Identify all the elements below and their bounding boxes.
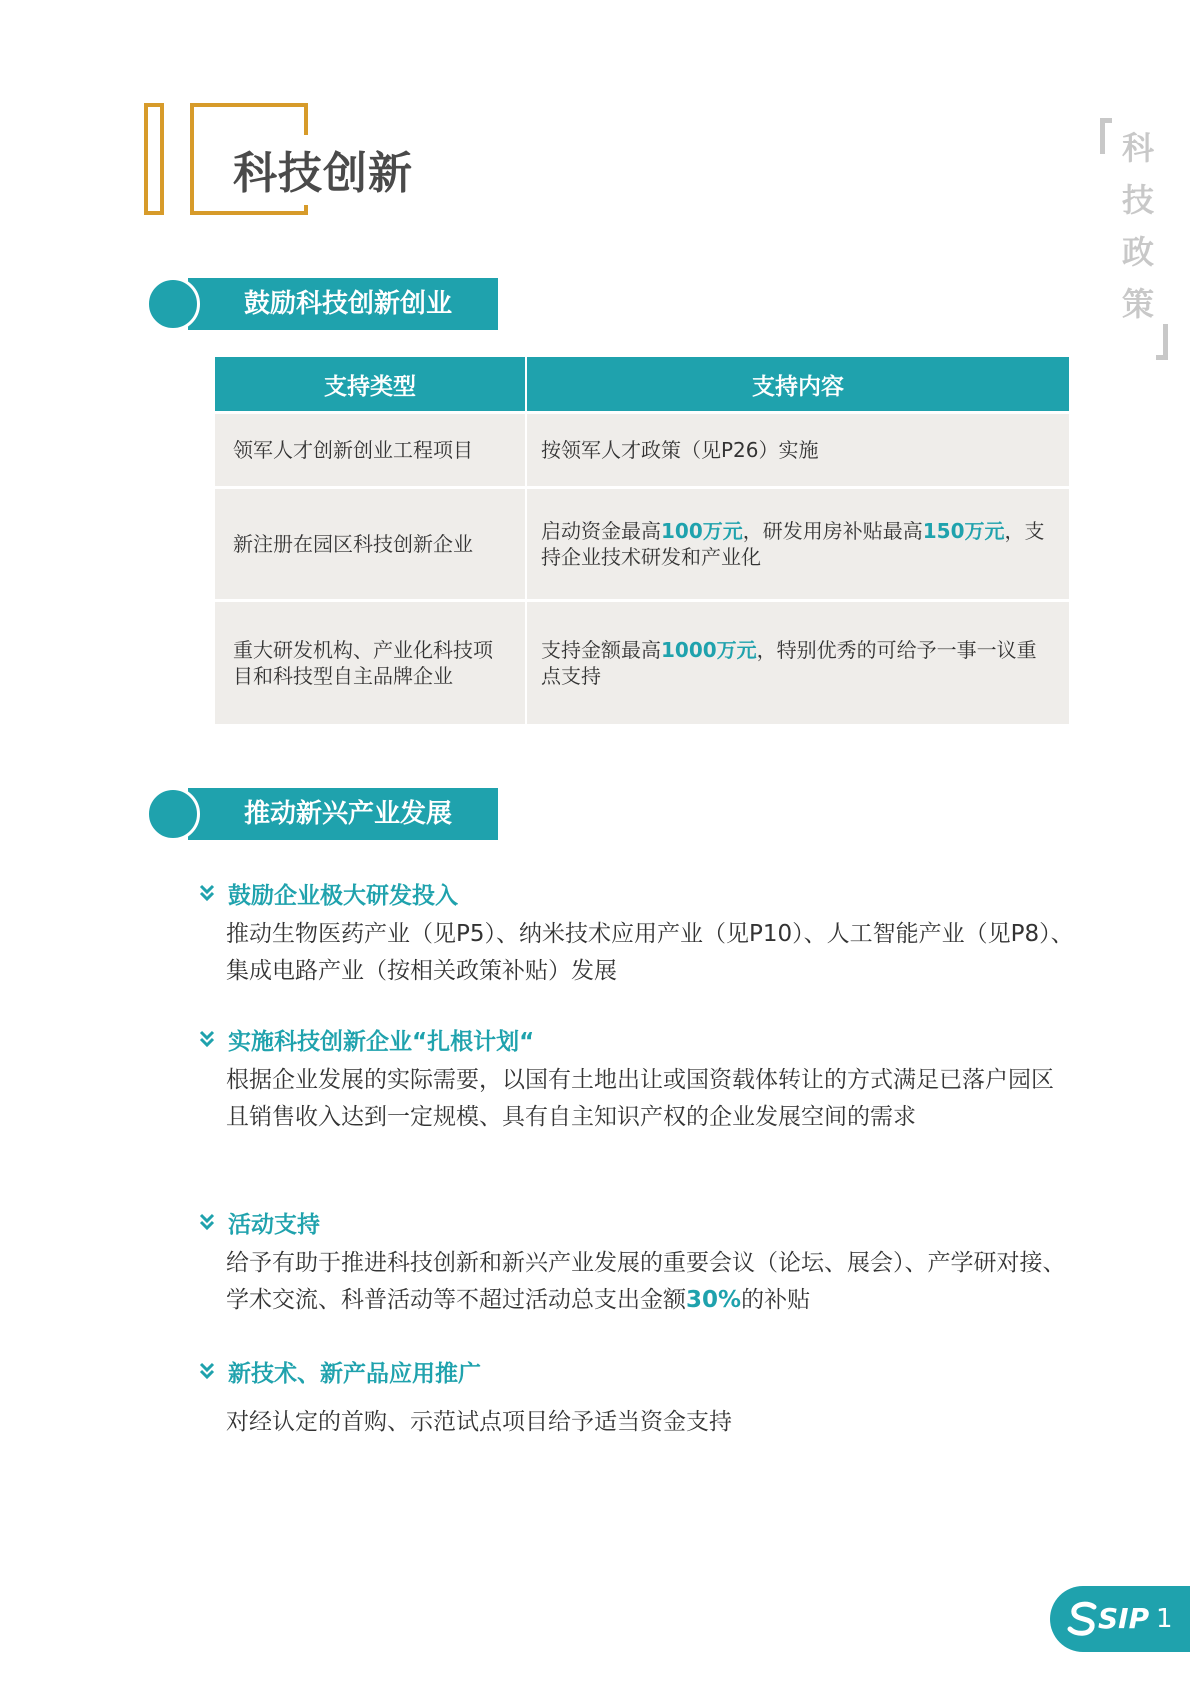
text-segment: 启动资金最高 (541, 519, 661, 543)
table-row (215, 599, 1069, 724)
table-row (215, 411, 1069, 486)
table-cell-content (525, 411, 1069, 486)
page-title: 科技创新 (233, 148, 413, 199)
table-header-row (215, 357, 1069, 411)
list-item (196, 876, 1076, 990)
item-title: 实施科技创新企业“扎根计划“ (228, 1028, 535, 1055)
item-body (226, 1404, 1076, 1441)
item-body (226, 1062, 1076, 1136)
highlight-value: 150万元 (922, 519, 1005, 543)
title-frame-left (144, 103, 164, 215)
item-body (226, 1245, 1076, 1319)
side-label-char: 技 (1121, 181, 1154, 219)
double-chevron-down-icon (196, 1028, 218, 1050)
table-cell-type: 领军人才创新创业工程项目 (215, 411, 525, 486)
list-item (196, 1022, 1076, 1136)
side-label-char: 策 (1121, 285, 1154, 323)
section-title-1: 鼓励科技创新创业 (244, 289, 453, 319)
item-title: 鼓励企业极大研发投入 (228, 882, 458, 909)
section-banner-2 (146, 788, 498, 840)
highlight-value: 1000万元 (661, 638, 757, 662)
highlight-value: 100万元 (661, 519, 743, 543)
table-row (215, 486, 1069, 599)
text-segment: ，支持企业技术研发和产业化 (541, 519, 1045, 569)
text-segment: 根据企业发展的实际需要，以国有土地出让或国资载体转让的方式满足已落户园区且销售收入达到一定规模、具有自主知识产权的企业发展空间的需求 (226, 1067, 1054, 1130)
table-cell-type: 新注册在园区科技创新企业 (215, 486, 525, 599)
highlight-value: 30% (686, 1287, 742, 1313)
logo-text: SIP (1098, 1602, 1150, 1635)
table-cell-content (525, 599, 1069, 724)
text-segment: ，研发用房补贴最高 (742, 519, 923, 543)
text-segment: 支持金额最高 (541, 638, 661, 662)
table-cell-content (525, 486, 1069, 599)
text-segment: 按领军人才政策（见P26）实施 (541, 438, 819, 462)
item-title: 活动支持 (228, 1211, 320, 1238)
section-banner-1 (146, 278, 498, 330)
banner-circle-icon (146, 787, 200, 841)
table-cell-type: 重大研发机构、产业化科技项目和科技型自主品牌企业 (215, 599, 525, 724)
text-segment: 推动生物医药产业（见P5）、纳米技术应用产业（见P10）、人工智能产业（见P8）、集成电路产业（按相关政策补贴）发展 (226, 921, 1074, 984)
double-chevron-down-icon (196, 1211, 218, 1233)
side-label-text (1118, 122, 1158, 330)
text-segment: ，特别优秀的可给予一事一议重点支持 (541, 638, 1037, 688)
text-segment: 给予有助于推进科技创新和新兴产业发展的重要会议（论坛、展会）、产学研对接、学术交流、科普活动等不超过活动总支出金额 (226, 1250, 1066, 1313)
page-number: 1 (1156, 1604, 1173, 1634)
double-chevron-down-icon (196, 882, 218, 904)
list-item (196, 1354, 1076, 1441)
table-header-type: 支持类型 (215, 357, 525, 411)
footer-badge (1050, 1586, 1190, 1652)
list-item (196, 1205, 1076, 1319)
side-label-char: 政 (1121, 233, 1154, 271)
section-title-2: 推动新兴产业发展 (244, 799, 453, 829)
support-table (215, 357, 1069, 724)
table-header-content: 支持内容 (525, 357, 1069, 411)
text-segment: 的补贴 (741, 1287, 811, 1313)
double-chevron-down-icon (196, 1360, 218, 1382)
banner-circle-icon (146, 277, 200, 331)
item-title: 新技术、新产品应用推广 (228, 1360, 481, 1387)
item-body (226, 916, 1076, 990)
side-label-char: 科 (1121, 129, 1154, 167)
text-segment: 对经认定的首购、示范试点项目给予适当资金支持 (226, 1409, 732, 1435)
bracket-close-icon (1156, 324, 1168, 360)
bracket-open-icon (1100, 118, 1112, 154)
